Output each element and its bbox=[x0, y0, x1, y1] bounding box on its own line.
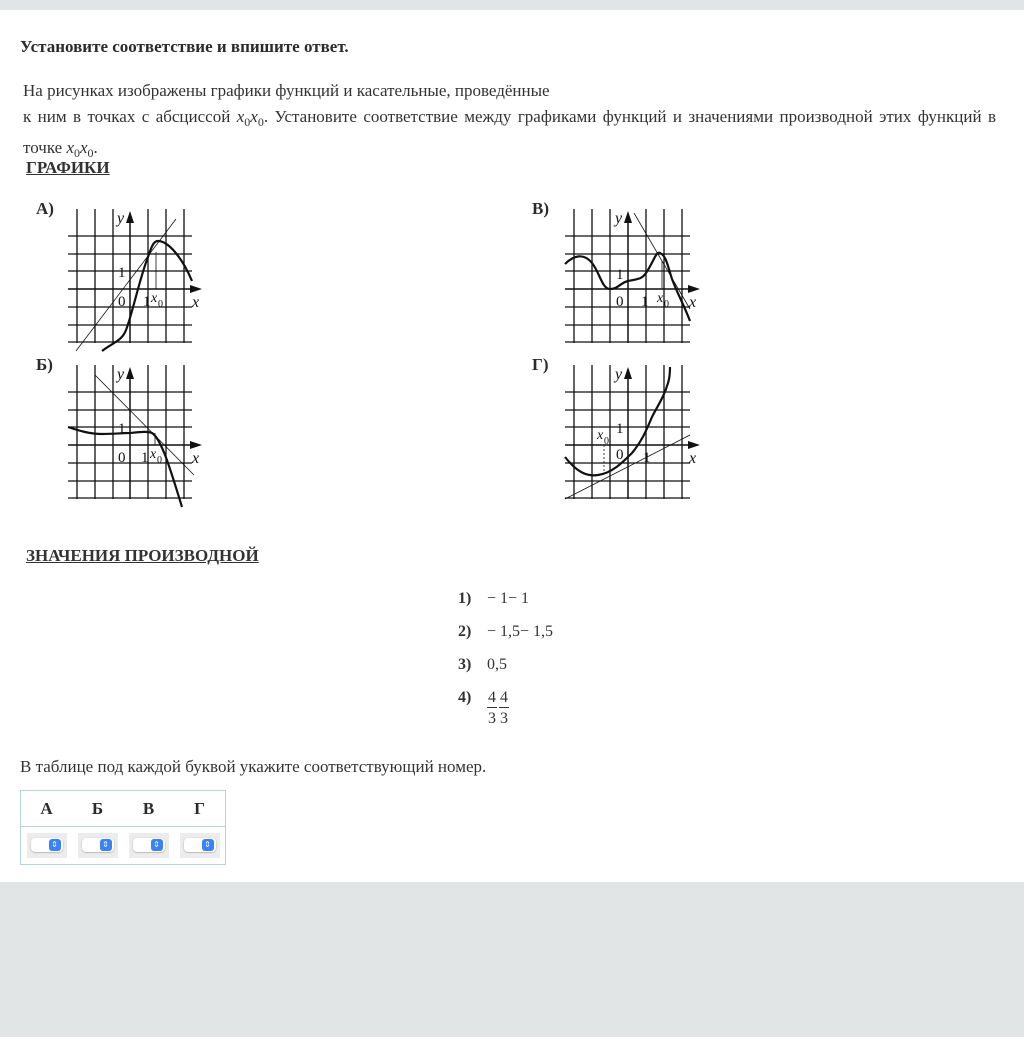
svg-text:x: x bbox=[657, 291, 664, 306]
x-axis-arrow bbox=[190, 285, 202, 293]
svg-text:1: 1 bbox=[643, 450, 651, 466]
svg-text:1: 1 bbox=[118, 421, 126, 437]
answer-select-b[interactable] bbox=[78, 833, 118, 858]
y-axis-arrow bbox=[624, 211, 632, 223]
answer-table bbox=[20, 790, 226, 865]
graph-label-v: В) bbox=[532, 199, 549, 218]
task-description: На рисунках изображены графики функций и касательные, проведённые к ним в точках с абсциссой $x_0x_0$. Установите соответствие между графиками функций и значениями производной этих функций в точке $x_0x_0$. bbox=[23, 81, 997, 160]
graph-v bbox=[562, 197, 702, 347]
derivative-option-3: 3) 0,5 bbox=[458, 656, 507, 673]
graph-g bbox=[562, 353, 702, 503]
svg-text:1: 1 bbox=[118, 265, 126, 281]
svg-text:0: 0 bbox=[616, 294, 624, 310]
x-axis-arrow bbox=[688, 441, 700, 449]
svg-text:0: 0 bbox=[604, 436, 609, 447]
svg-text:1: 1 bbox=[616, 267, 624, 283]
svg-text:0: 0 bbox=[616, 447, 624, 463]
updown-chevron-icon: ⇕ bbox=[202, 839, 214, 851]
column-header-b: Б bbox=[72, 791, 123, 827]
y-axis-arrow bbox=[126, 367, 134, 379]
y-axis-arrow bbox=[624, 367, 632, 379]
answer-instruction: В таблице под каждой буквой укажите соответствующий номер. bbox=[20, 757, 487, 776]
x-axis-arrow bbox=[190, 441, 202, 449]
derivative-option-2: 2) − 1,5− 1,5 bbox=[458, 623, 554, 640]
svg-text:x: x bbox=[689, 294, 697, 311]
task-page bbox=[0, 10, 1024, 882]
x-axis-arrow bbox=[688, 285, 700, 293]
graph-label-g: Г) bbox=[532, 355, 549, 374]
fraction: $\frac{4}{3}$ bbox=[500, 689, 508, 727]
svg-text:0: 0 bbox=[664, 299, 669, 310]
svg-text:0: 0 bbox=[118, 294, 126, 310]
graph-b bbox=[66, 353, 206, 503]
answer-select-v[interactable] bbox=[129, 833, 169, 858]
svg-text:y: y bbox=[615, 210, 623, 227]
updown-chevron-icon: ⇕ bbox=[49, 839, 61, 851]
updown-chevron-icon: ⇕ bbox=[100, 839, 112, 851]
svg-text:x: x bbox=[597, 428, 604, 443]
task-title: Установите соответствие и впишите ответ. bbox=[20, 37, 349, 56]
svg-text:x: x bbox=[150, 447, 157, 462]
svg-text:1: 1 bbox=[141, 450, 149, 466]
svg-text:y: y bbox=[117, 366, 125, 383]
y-axis-arrow bbox=[126, 211, 134, 223]
function-curve bbox=[68, 427, 182, 507]
svg-text:1: 1 bbox=[616, 421, 624, 437]
column-header-v: В bbox=[123, 791, 174, 827]
column-header-a: А bbox=[21, 791, 73, 827]
graphs-heading: ГРАФИКИ bbox=[26, 158, 110, 177]
svg-text:0: 0 bbox=[118, 450, 126, 466]
svg-text:x: x bbox=[192, 294, 200, 311]
fraction: $\frac{4}{3}$ bbox=[488, 689, 496, 727]
svg-text:x: x bbox=[192, 450, 200, 467]
answer-select-a[interactable] bbox=[27, 833, 67, 858]
graph-label-a: А) bbox=[36, 199, 54, 218]
svg-text:1: 1 bbox=[143, 294, 151, 310]
graph-a bbox=[66, 197, 206, 347]
derivatives-heading: ЗНАЧЕНИЯ ПРОИЗВОДНОЙ bbox=[26, 546, 259, 565]
derivative-option-1: 1) − 1− 1 bbox=[458, 590, 530, 607]
svg-text:0: 0 bbox=[158, 299, 163, 310]
graph-label-b: Б) bbox=[36, 355, 53, 374]
svg-text:x: x bbox=[151, 291, 158, 306]
column-header-g: Г bbox=[174, 791, 226, 827]
svg-text:0: 0 bbox=[157, 455, 162, 466]
svg-text:y: y bbox=[615, 366, 623, 383]
svg-text:1: 1 bbox=[641, 294, 649, 310]
svg-text:x: x bbox=[689, 450, 697, 467]
updown-chevron-icon: ⇕ bbox=[151, 839, 163, 851]
derivative-option-4: 4) $\frac{4}{3}$ $\frac{4}{3}$ bbox=[458, 689, 508, 727]
answer-select-g[interactable] bbox=[180, 833, 220, 858]
svg-text:y: y bbox=[117, 210, 125, 227]
